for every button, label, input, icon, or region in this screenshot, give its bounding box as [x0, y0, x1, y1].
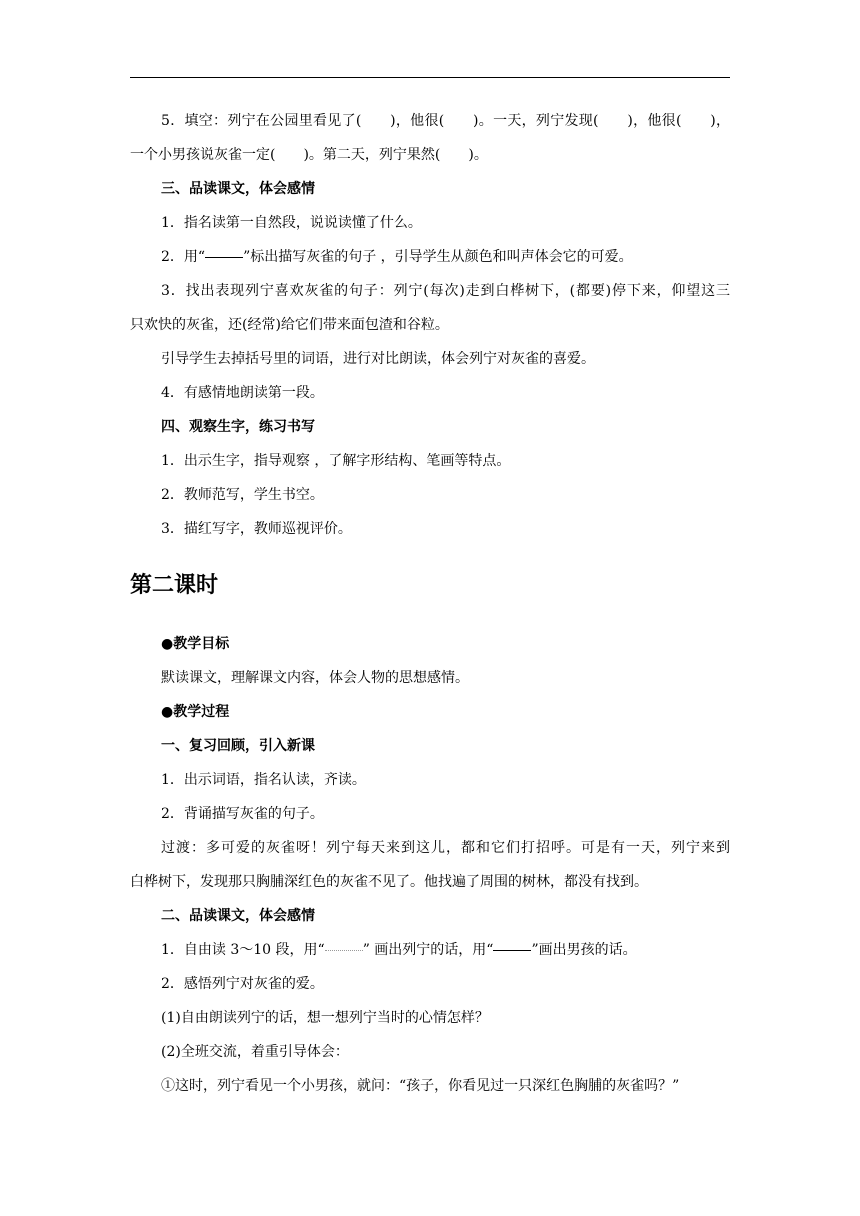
section-heading: 三、品读课文，体会感情: [161, 181, 315, 197]
text-line: 默读课文，理解课文内容，体会人物的思想感情。: [161, 670, 469, 686]
text-line: 只欢快的灰雀，还(经常)给它们带来面包渣和谷粒。: [130, 317, 449, 333]
text-line: 3．找出表现列宁喜欢灰雀的句子：列宁(每次)走到白桦树下，(都要)停下来，仰望这三: [161, 283, 730, 299]
text-line: 1．出示词语，指名认读，齐读。: [161, 772, 366, 788]
text-line: ①这时，列宁看见一个小男孩，就问：“孩子，你看见过一只深红色胸脯的灰雀吗？”: [161, 1078, 680, 1094]
lesson-title: 第二课时: [130, 573, 219, 598]
goal-heading: ●教学目标: [161, 636, 230, 652]
text-line: (2)全班交流，着重引导体会：: [161, 1044, 349, 1060]
text-line: 1．出示生字，指导观察 ，了解字形结构、笔画等特点。: [161, 453, 511, 469]
text-line: 1．指名读第一自然段，说说读懂了什么。: [161, 215, 422, 231]
text-line: 过渡：多可爱的灰雀呀！列宁每天来到这儿，都和它们打招呼。可是有一天，列宁来到: [161, 840, 730, 856]
text-line: 1．自由读 3～10 段，用“ ” 画出列宁的话，用“ ”画出男孩的话。: [161, 942, 637, 958]
section-heading: 二、品读课文，体会感情: [161, 908, 315, 924]
text-line: 一个小男孩说灰雀一定( )。第二天，列宁果然( )。: [130, 147, 488, 163]
text-line: 2．背诵描写灰雀的句子。: [161, 806, 324, 822]
underline-mark: [205, 256, 243, 258]
text-line: 2．教师范写，学生书空。: [161, 487, 324, 503]
text-line: 2．用“ ”标出描写灰雀的句子 ，引导学生从颜色和叫声体会它的可爱。: [161, 249, 633, 265]
section-heading: 一、复习回顾，引入新课: [161, 738, 315, 754]
underline-mark: [493, 949, 531, 951]
text-line: 3．描红写字，教师巡视评价。: [161, 521, 352, 537]
section-heading: 四、观察生字，练习书写: [161, 419, 315, 435]
line-fill-blank: 5．填空：列宁在公园里看见了( )，他很( )。一天，列宁发现( )，他很( )，: [161, 113, 730, 129]
text-line: 白桦树下，发现那只胸脯深红色的灰雀不见了。他找遍了周围的树林，都没有找到。: [130, 874, 648, 890]
header-rule: [130, 77, 730, 78]
text-line: (1)自由朗读列宁的话，想一想列宁当时的心情怎样？: [161, 1010, 489, 1026]
text-line: 引导学生去掉括号里的词语，进行对比朗读，体会列宁对灰雀的喜爱。: [161, 351, 595, 367]
process-heading: ●教学过程: [161, 704, 230, 720]
text-line: 4．有感情地朗读第一段。: [161, 385, 324, 401]
wavy-underline-mark: [325, 949, 363, 951]
text-line: 2．感悟列宁对灰雀的爱。: [161, 976, 324, 992]
